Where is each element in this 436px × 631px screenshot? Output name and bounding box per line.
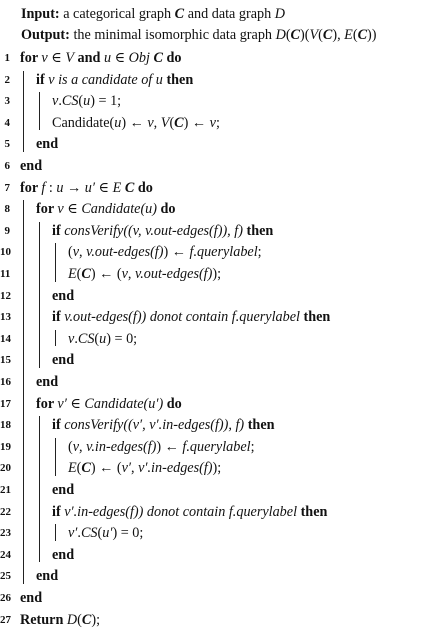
token: ( [76, 266, 82, 282]
token: ; [250, 438, 255, 455]
algorithm-line [0, 47, 436, 69]
block-bar [55, 524, 56, 541]
line-text [52, 90, 121, 112]
token: D [274, 6, 285, 22]
algorithm-line [0, 522, 436, 544]
token: ); [91, 611, 101, 628]
token: v [147, 114, 154, 131]
token: end [20, 590, 43, 606]
algorithm-line [0, 90, 436, 112]
block-bar [39, 92, 40, 130]
line-text [36, 565, 58, 587]
line-text [36, 133, 58, 155]
line-number: 23 [0, 527, 11, 540]
line-number: 26 [0, 592, 11, 604]
line-number: 10 [0, 246, 11, 259]
line-number: 24 [0, 548, 11, 561]
line-number: 16 [0, 376, 11, 388]
token: ( [68, 244, 73, 261]
token: ∈ [47, 50, 66, 66]
algorithm-line [0, 112, 436, 134]
token: ) ← ( [90, 266, 122, 282]
algorithm-line [0, 285, 436, 307]
line-number: 8 [4, 203, 10, 216]
algorithm-line [0, 133, 436, 155]
line-number: 1 [4, 52, 10, 64]
token: v.out-edges(f) [86, 244, 164, 261]
token: v [68, 330, 75, 347]
token: end [52, 546, 75, 563]
token: ) = 1; [90, 93, 122, 110]
token: consVerify((v′, v′.in-edges(f)), f) [64, 417, 245, 434]
token: . [74, 330, 78, 347]
token: E [344, 27, 353, 43]
token: end [36, 374, 59, 390]
token: then [162, 71, 194, 88]
token: ) ← [156, 438, 183, 455]
line-text [52, 479, 74, 501]
algorithm-line [0, 241, 436, 263]
token: Output: [21, 27, 70, 43]
line-number: 27 [0, 613, 11, 626]
algorithm-line [0, 565, 436, 587]
line-text [52, 285, 74, 307]
token: if [52, 222, 65, 239]
line-text [20, 47, 182, 69]
token: ) ← [121, 114, 148, 131]
block-bar [55, 243, 56, 281]
line-text [20, 609, 100, 631]
line-number: 3 [4, 95, 10, 108]
line-text [68, 241, 262, 263]
algorithm-line [0, 609, 436, 631]
token: Input: [21, 6, 60, 22]
algorithm-line [0, 371, 436, 393]
token: then [297, 503, 328, 520]
token: ) = 0; [106, 330, 138, 347]
line-number: 19 [0, 440, 11, 453]
token: E [68, 266, 77, 282]
token: do [134, 179, 153, 196]
algorithm-input [0, 3, 436, 25]
block-bar [55, 438, 56, 476]
token: Candidate(u′) [84, 395, 164, 412]
block-bar [39, 222, 40, 368]
token: E [68, 460, 77, 477]
line-text [52, 414, 275, 436]
token: ( [97, 525, 103, 542]
token: if [52, 309, 65, 326]
token: v [209, 114, 216, 131]
line-number: 13 [0, 311, 11, 324]
token: v [52, 93, 59, 110]
algorithm-line [0, 198, 436, 220]
token: , [79, 438, 87, 455]
token: v [72, 438, 80, 455]
token: Candidate(u) [81, 201, 157, 218]
line-number: 15 [0, 354, 11, 367]
line-number: 14 [0, 332, 11, 345]
token: if [36, 71, 49, 88]
line-number: 5 [4, 138, 10, 151]
token: end [20, 158, 43, 174]
token: do [162, 50, 182, 66]
token: ( [352, 27, 358, 43]
token: ∈ [66, 395, 85, 412]
token: v′ [68, 525, 78, 542]
token: ∈ [63, 201, 82, 218]
token: if [52, 503, 65, 520]
token: consVerify((v, v.out-edges(f)), f) [64, 222, 243, 239]
line-text [68, 436, 255, 458]
token: C [357, 27, 368, 43]
algorithm-line [0, 501, 436, 523]
token: ); [212, 460, 222, 477]
line-text [52, 306, 330, 328]
token: v′ [121, 460, 132, 477]
token: ∈ [94, 179, 113, 196]
token: ) ← ( [90, 460, 122, 477]
algorithm-line [0, 479, 436, 501]
token: v′.in-edges(f)) donot contain f.querylabel [64, 503, 298, 520]
token: u [103, 50, 112, 66]
token: end [52, 287, 75, 304]
token: ); [212, 266, 222, 282]
token: u [56, 179, 64, 196]
token: C [290, 27, 301, 43]
line-number: 6 [4, 160, 10, 172]
token: ( [76, 460, 82, 477]
token: end [52, 352, 75, 369]
token: ( [94, 330, 100, 347]
token: for [36, 395, 58, 412]
token: C [322, 27, 333, 43]
token: then [244, 417, 275, 434]
token: C [153, 50, 163, 66]
algorithm-output [0, 24, 436, 46]
token: ) = 0; [112, 525, 144, 542]
token: v [57, 201, 64, 218]
token: a categorical graph [59, 6, 175, 22]
algorithm-line [0, 155, 436, 177]
token: for [36, 201, 58, 218]
line-text [68, 522, 143, 544]
line-number: 22 [0, 505, 11, 518]
token: V [65, 50, 74, 66]
token: CS [77, 330, 95, 347]
token: v [121, 266, 128, 282]
token: , [153, 114, 161, 131]
token: u [114, 114, 122, 131]
token: ( [318, 27, 323, 43]
token: D [66, 611, 78, 628]
token: ∈ [111, 50, 129, 66]
line-number: 11 [0, 268, 11, 280]
token: do [156, 201, 176, 218]
line-text [36, 371, 58, 393]
block-bar [55, 330, 56, 347]
token: ( [285, 27, 291, 43]
token: ( [77, 611, 82, 628]
token: C [124, 179, 135, 196]
token: v [41, 50, 48, 66]
token: v.out-edges(f)) donot contain f.querylabel [64, 309, 300, 326]
token: end [36, 568, 59, 585]
token: , [131, 460, 139, 477]
token: C [174, 6, 185, 22]
token: ) ← [183, 114, 210, 131]
line-number: 9 [4, 224, 10, 237]
algorithm-line [0, 544, 436, 566]
token: if [52, 417, 65, 434]
token: u [99, 330, 107, 347]
token: v.out-edges(f) [135, 266, 213, 282]
token: v is a candidate of u [48, 71, 163, 88]
algorithm-line [0, 306, 436, 328]
line-text [36, 393, 182, 415]
token: then [242, 222, 274, 239]
token: u [83, 93, 91, 110]
algorithm-line [0, 587, 436, 609]
token: ) ← [163, 244, 190, 261]
algorithm-line [0, 457, 436, 479]
algorithm-line [0, 220, 436, 242]
token: , [79, 244, 87, 261]
line-text [68, 263, 221, 285]
line-text [20, 155, 42, 177]
algorithm-line [0, 393, 436, 415]
token: u′ [84, 179, 95, 196]
algorithm-line [0, 414, 436, 436]
line-text [68, 457, 221, 479]
token: ( [78, 93, 84, 110]
token: end [52, 482, 75, 498]
line-text [52, 501, 327, 523]
token: the minimal isomorphic data graph [69, 27, 276, 43]
token: . [58, 93, 62, 110]
token: )( [300, 27, 310, 43]
token: Obj [128, 50, 154, 66]
block-bar [23, 71, 24, 152]
token: f.querylabel [182, 438, 251, 455]
token: C [174, 114, 184, 131]
line-text [20, 587, 42, 609]
block-bar [39, 416, 40, 562]
token: ( [169, 114, 175, 131]
line-text [36, 69, 193, 91]
token: C [81, 266, 91, 282]
token: CS [61, 93, 79, 110]
algorithm-line [0, 328, 436, 350]
algorithm-line [0, 177, 436, 199]
token: v′ [57, 395, 67, 412]
token: V [160, 114, 170, 131]
line-number: 4 [4, 116, 10, 129]
token: v [72, 244, 80, 261]
line-text [20, 177, 153, 199]
token: for [20, 50, 42, 66]
token: C [81, 611, 92, 628]
algorithm-line [0, 349, 436, 371]
line-text [52, 220, 273, 242]
line-number: 2 [4, 73, 10, 86]
token: do [163, 395, 182, 412]
algorithm-output-text [21, 24, 377, 46]
token: f [41, 179, 46, 196]
line-number: 7 [4, 181, 10, 194]
token: for [20, 179, 42, 196]
token: and [74, 50, 104, 66]
line-text [52, 544, 74, 566]
token: . [77, 525, 81, 542]
token: ), [332, 27, 345, 43]
token: ( [68, 438, 73, 455]
line-text [36, 198, 176, 220]
token: C [81, 460, 91, 477]
token: D [275, 27, 286, 43]
algorithm-line [0, 436, 436, 458]
algorithm-line [0, 69, 436, 91]
line-number: 18 [0, 419, 11, 432]
token: ; [215, 114, 220, 131]
line-number: 25 [0, 570, 11, 583]
line-number: 21 [0, 484, 11, 496]
token: CS [80, 525, 98, 542]
token: : [45, 179, 57, 196]
token: f.querylabel [189, 244, 258, 261]
token: Candidate( [52, 114, 115, 131]
token: ; [257, 244, 262, 261]
algorithm-input-text [21, 3, 285, 25]
line-number: 12 [0, 289, 11, 302]
line-text [52, 112, 220, 134]
token: Return [20, 611, 67, 628]
block-bar [23, 200, 24, 584]
token: u′ [102, 525, 113, 542]
token: and data graph [184, 6, 275, 22]
token: end [36, 136, 59, 153]
line-number: 20 [0, 462, 11, 475]
token: v.in-edges(f) [86, 438, 157, 455]
token: E [112, 179, 125, 196]
token: V [309, 27, 319, 43]
token: v′.in-edges(f) [138, 460, 213, 477]
line-text [68, 328, 137, 350]
algorithm-line [0, 263, 436, 285]
line-number: 17 [0, 397, 11, 410]
line-text [52, 349, 74, 371]
token: → [63, 179, 85, 196]
token: , [127, 266, 136, 282]
token: then [299, 309, 331, 326]
token: )) [367, 27, 377, 43]
